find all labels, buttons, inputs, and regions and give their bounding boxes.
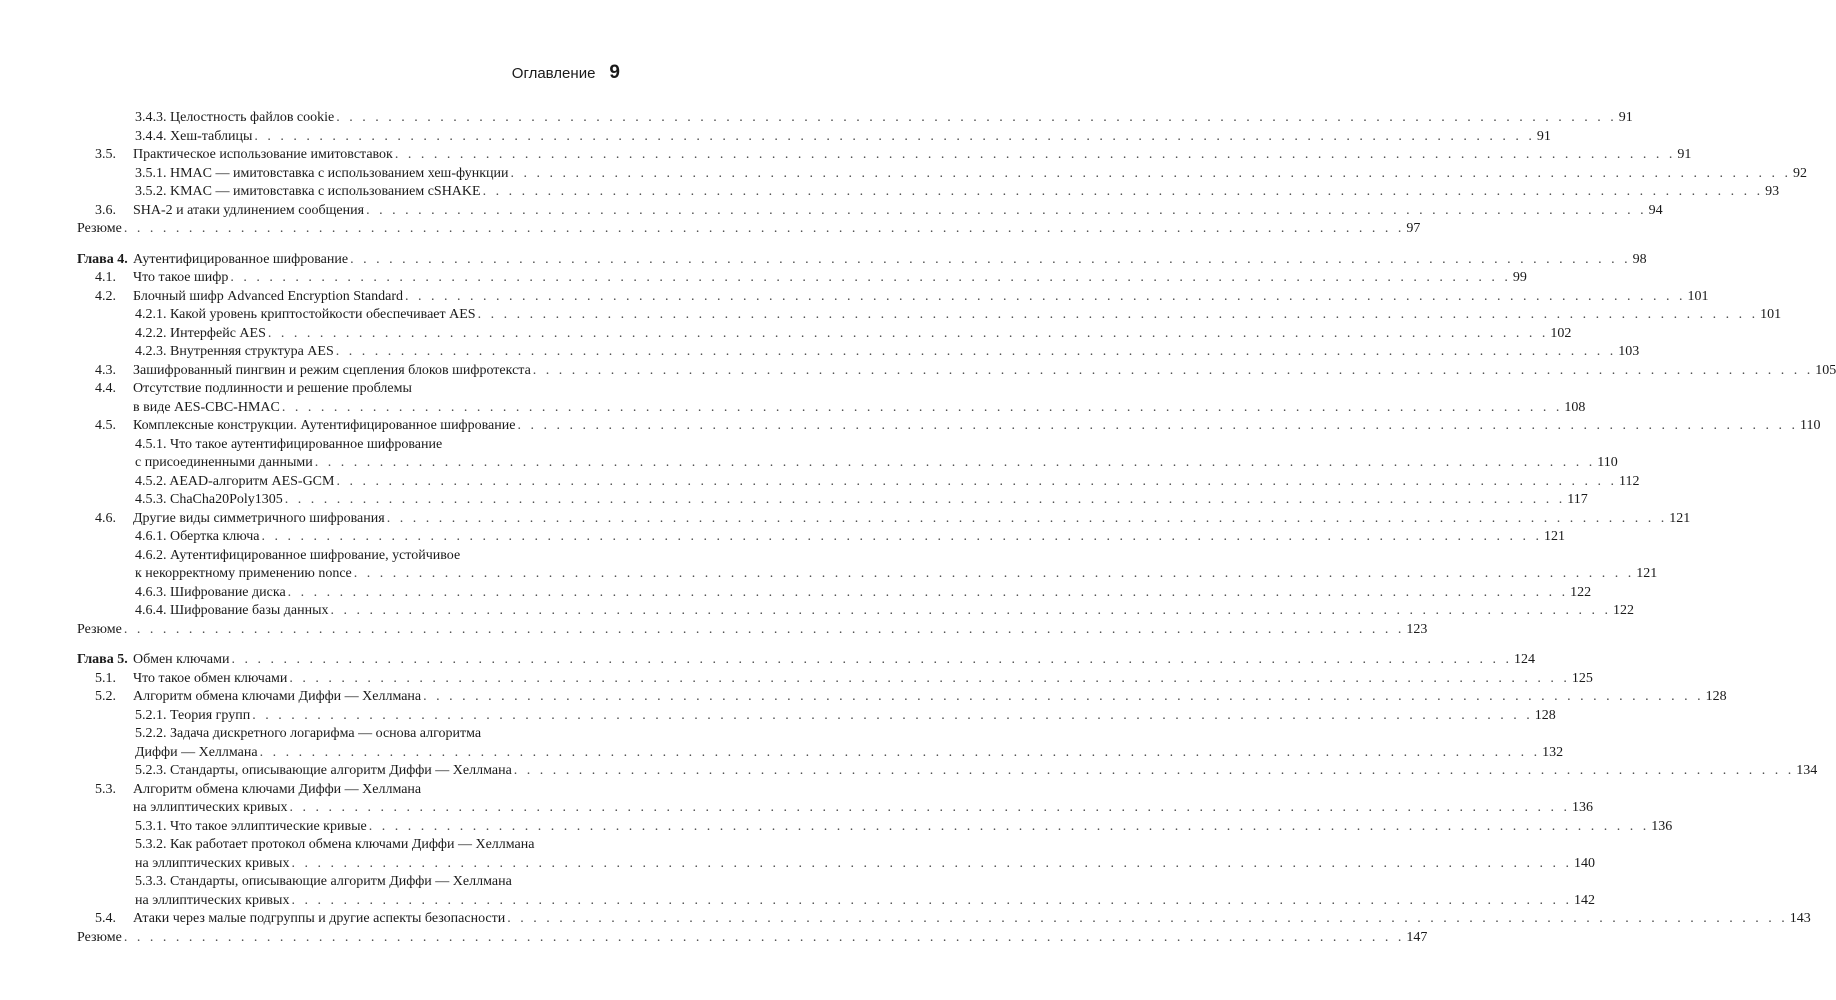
toc-entry-title: 4.5.1. Что такое аутентифицированное шифрование — [135, 436, 443, 452]
toc-entry[interactable] — [77, 325, 1572, 344]
toc-leader-dots: . . . . . . . . . . . . . . . . . . . . . . . . . . . . . . . . . . . . . . . . . . . . . . . . . . . . . . . . . . . . . . . . . . . . . . . . . . . . . . . . . . . . . . . . . . . . . . . . . . . — [261, 529, 1542, 544]
toc-entry-title: 4.6.3. Шифрование диска — [135, 584, 286, 600]
toc-entry[interactable] — [77, 707, 1556, 726]
toc-leader-dots: . . . . . . . . . . . . . . . . . . . . . . . . . . . . . . . . . . . . . . . . . . . . . . . . . . . . . . . . . . . . . . . . . . . . . . . . . . . . . . . . . . . . . . . . . . . . . . . . . . . — [281, 399, 1563, 415]
toc-entry-page: 105 — [1815, 362, 1836, 378]
toc-entry-title: Практическое использование имитовставок — [133, 147, 393, 162]
toc-entry[interactable] — [77, 436, 630, 455]
toc-entry-title: 4.2.3. Внутренняя структура AES — [135, 344, 334, 359]
toc-leader-dots: . . . . . . . . . . . . . . . . . . . . . . . . . . . . . . . . . . . . . . . . . . . . . . . . . . . . . . . . . . . . . . . . . . . . . . . . . . . . . . . . . . . . . . . . . . . . . . . . . . . — [284, 492, 1566, 507]
toc-leader-dots: . . . . . . . . . . . . . . . . . . . . . . . . . . . . . . . . . . . . . . . . . . . . . . . . . . . . . . . . . . . . . . . . . . . . . . . . . . . . . . . . . . . . . . . . . . . . . . . . . . . — [254, 128, 1535, 144]
toc-entry[interactable] — [77, 202, 1663, 221]
toc-entry-title: Комплексные конструкции. Аутентифицированное шифрование — [133, 418, 516, 433]
toc-chapter-entry[interactable] — [77, 251, 1647, 270]
toc-entry-title: 5.3.1. Что такое эллиптические кривые — [135, 818, 367, 834]
toc-entry-title: Зашифрованный пингвин и режим сцепления блоков шифротекста — [133, 362, 531, 378]
toc-entry[interactable] — [77, 183, 1780, 202]
toc-entry-page: 98 — [1632, 251, 1647, 267]
toc-entry[interactable] — [77, 510, 1691, 529]
toc-entry-number: Глава 5. — [77, 652, 128, 667]
toc-entry[interactable] — [77, 836, 630, 855]
toc-entry[interactable] — [77, 565, 1658, 584]
toc-leader-dots: . . . . . . . . . . . . . . . . . . . . . . . . . . . . . . . . . . . . . . . . . . . . . . . . . . . . . . . . . . . . . . . . . . . . . . . . . . . . . . . . . . . . . . . . . . . . . . . . . . . — [477, 307, 1759, 322]
toc-entry-title: Что такое шифр — [133, 270, 229, 285]
toc-entry[interactable] — [77, 855, 1595, 874]
toc-entry-title: Что такое обмен ключами — [133, 670, 288, 686]
toc-leader-dots: . . . . . . . . . . . . . . . . . . . . . . . . . . . . . . . . . . . . . . . . . . . . . . . . . . . . . . . . . . . . . . . . . . . . . . . . . . . . . . . . . . . . . . . . . . . . . . . . . . . — [252, 707, 1533, 723]
toc-entry-title: к некорректному применению nonce — [135, 566, 352, 581]
page-header — [512, 62, 620, 84]
toc-entry-page: 134 — [1796, 763, 1818, 778]
toc-entry[interactable] — [77, 762, 1818, 781]
toc-entry-number: 4.3. — [95, 362, 116, 378]
toc-entry[interactable] — [77, 399, 1586, 418]
toc-chapter-entry[interactable] — [77, 651, 1535, 670]
toc-entry-page: 123 — [1406, 621, 1428, 637]
toc-leader-dots: . . . . . . . . . . . . . . . . . . . . . . . . . . . . . . . . . . . . . . . . . . . . . . . . . . . . . . . . . . . . . . . . . . . . . . . . . . . . . . . . . . . . . . . . . . . . . . . . . . . — [353, 566, 1635, 581]
toc-entry-number: 5.4. — [95, 911, 116, 926]
toc-entry-number: 5.1. — [95, 670, 116, 686]
toc-entry-number: Глава 4. — [77, 251, 128, 267]
toc-entry[interactable] — [77, 380, 630, 399]
toc-leader-dots: . . . . . . . . . . . . . . . . . . . . . . . . . . . . . . . . . . . . . . . . . . . . . . . . . . . . . . . . . . . . . . . . . . . . . . . . . . . . . . . . . . . . . . . . . . . . . . . . . . . — [386, 510, 1668, 526]
toc-entry[interactable] — [77, 602, 1635, 621]
toc-entry-title: 5.2.2. Задача дискретного логарифма — основа алгоритма — [135, 726, 482, 741]
toc-entry-title: 5.2.3. Стандарты, описывающие алгоритм Диффи — Хеллмана — [135, 763, 512, 778]
toc-leader-dots: . . . . . . . . . . . . . . . . . . . . . . . . . . . . . . . . . . . . . . . . . . . . . . . . . . . . . . . . . . . . . . . . . . . . . . . . . . . . . . . . . . . . . . . . . . . . . . . . . . . — [510, 165, 1791, 181]
toc-entry-page: 110 — [1597, 455, 1618, 470]
toc-entry-page: 140 — [1573, 855, 1595, 871]
running-title: Оглавление — [511, 65, 596, 82]
toc-entry-page: 92 — [1793, 165, 1807, 181]
toc-entry-title: Резюме — [77, 929, 122, 945]
toc-entry[interactable] — [77, 362, 1836, 381]
toc-entry-page: 128 — [1534, 707, 1556, 723]
toc-leader-dots: . . . . . . . . . . . . . . . . . . . . . . . . . . . . . . . . . . . . . . . . . . . . . . . . . . . . . . . . . . . . . . . . . . . . . . . . . . . . . . . . . . . . . . . . . . . . . . . . . . . — [123, 929, 1405, 945]
toc-leader-dots: . . . . . . . . . . . . . . . . . . . . . . . . . . . . . . . . . . . . . . . . . . . . . . . . . . . . . . . . . . . . . . . . . . . . . . . . . . . . . . . . . . . . . . . . . . . . . . . . . . . — [394, 147, 1676, 162]
toc-entry[interactable] — [77, 547, 630, 566]
toc-entry-page: 128 — [1705, 689, 1727, 704]
toc-entry[interactable] — [77, 910, 1811, 929]
toc-entry-title: Диффи — Хеллмана — [135, 744, 258, 760]
toc-entry-page: 112 — [1618, 473, 1640, 489]
toc-entry-page: 108 — [1564, 399, 1586, 415]
toc-entry-number: 5.2. — [95, 689, 116, 704]
toc-leader-dots: . . . . . . . . . . . . . . . . . . . . . . . . . . . . . . . . . . . . . . . . . . . . . . . . . . . . . . . . . . . . . . . . . . . . . . . . . . . . . . . . . . . . . . . . . . . . . . . . . . . — [267, 325, 1549, 341]
toc-entry[interactable] — [77, 688, 1727, 707]
toc-entry[interactable] — [77, 929, 1428, 948]
toc-entry-page: 121 — [1636, 566, 1658, 581]
toc-entry-title: 5.2.1. Теория групп — [135, 707, 251, 723]
toc-entry-page: 102 — [1550, 325, 1572, 341]
toc-entry[interactable] — [77, 744, 1564, 763]
toc-entry-title: с присоединенными данными — [135, 455, 313, 470]
toc-entry-page: 103 — [1618, 344, 1640, 359]
toc-leader-dots: . . . . . . . . . . . . . . . . . . . . . . . . . . . . . . . . . . . . . . . . . . . . . . . . . . . . . . . . . . . . . . . . . . . . . . . . . . . . . . . . . . . . . . . . . . . . . . . . . . . — [336, 110, 1617, 125]
toc-leader-dots: . . . . . . . . . . . . . . . . . . . . . . . . . . . . . . . . . . . . . . . . . . . . . . . . . . . . . . . . . . . . . . . . . . . . . . . . . . . . . . . . . . . . . . . . . . . . . . . . . . . — [423, 689, 1704, 704]
toc-entry-page: 142 — [1573, 892, 1595, 908]
toc-entry-title: на эллиптических кривых — [133, 800, 288, 815]
toc-entry-title: Атаки через малые подгруппы и другие аспекты безопасности — [133, 911, 506, 926]
toc-entry-page: 132 — [1542, 744, 1564, 760]
toc-entry-title: 4.5.3. ChaCha20Poly1305 — [135, 492, 283, 507]
toc-entry-title: 3.4.3. Целостность файлов cookie — [135, 110, 335, 125]
toc-entry-title: Алгоритм обмена ключами Диффи — Хеллмана — [133, 781, 422, 797]
toc-entry-number: 5.3. — [95, 781, 116, 797]
toc-entry[interactable] — [77, 670, 1593, 689]
toc-entry-page: 122 — [1613, 603, 1635, 618]
toc-leader-dots: . . . . . . . . . . . . . . . . . . . . . . . . . . . . . . . . . . . . . . . . . . . . . . . . . . . . . . . . . . . . . . . . . . . . . . . . . . . . . . . . . . . . . . . . . . . . . . . . . . . — [335, 344, 1617, 359]
toc-leader-dots: . . . . . . . . . . . . . . . . . . . . . . . . . . . . . . . . . . . . . . . . . . . . . . . . . . . . . . . . . . . . . . . . . . . . . . . . . . . . . . . . . . . . . . . . . . . . . . . . . . . — [259, 744, 1541, 760]
toc-entry[interactable] — [77, 109, 1633, 128]
toc-entry-page: 117 — [1567, 492, 1588, 507]
toc-entry-page: 91 — [1618, 110, 1633, 125]
toc-entry[interactable] — [77, 128, 1551, 147]
toc-entry[interactable] — [77, 146, 1692, 165]
toc-entry-page: 99 — [1512, 270, 1527, 285]
toc-entry-page: 93 — [1765, 184, 1780, 199]
toc-entry-page: 101 — [1760, 307, 1782, 322]
toc-leader-dots: . . . . . . . . . . . . . . . . . . . . . . . . . . . . . . . . . . . . . . . . . . . . . . . . . . . . . . . . . . . . . . . . . . . . . . . . . . . . . . . . . . . . . . . . . . . . . . . . . . . — [507, 911, 1788, 926]
toc-entry[interactable] — [77, 584, 1592, 603]
toc-entry-page: 143 — [1789, 911, 1811, 926]
toc-leader-dots: . . . . . . . . . . . . . . . . . . . . . . . . . . . . . . . . . . . . . . . . . . . . . . . . . . . . . . . . . . . . . . . . . . . . . . . . . . . . . . . . . . . . . . . . . . . . . . . . . . . — [123, 621, 1405, 637]
toc-entry-page: 91 — [1536, 128, 1551, 144]
toc-entry[interactable] — [77, 306, 1782, 325]
toc-entry-page: 147 — [1406, 929, 1428, 945]
toc-entry-title: 5.3.3. Стандарты, описывающие алгоритм Диффи — Хеллмана — [135, 874, 512, 889]
toc-entry-page: 94 — [1648, 202, 1663, 218]
toc-entry[interactable] — [77, 417, 1821, 436]
toc-leader-dots: . . . . . . . . . . . . . . . . . . . . . . . . . . . . . . . . . . . . . . . . . . . . . . . . . . . . . . . . . . . . . . . . . . . . . . . . . . . . . . . . . . . . . . . . . . . . . . . . . . . — [291, 892, 1572, 908]
toc-entry-page: 124 — [1513, 652, 1535, 667]
toc-entry-number: 3.5. — [95, 147, 116, 162]
toc-entry[interactable] — [77, 288, 1709, 307]
page-number: 9 — [609, 62, 620, 83]
toc-entry[interactable] — [77, 873, 630, 892]
toc-entry-title: 4.2.2. Интерфейс AES — [135, 325, 266, 341]
toc-entry-title: 3.4.4. Хеш-таблицы — [135, 128, 253, 144]
toc-leader-dots: . . . . . . . . . . . . . . . . . . . . . . . . . . . . . . . . . . . . . . . . . . . . . . . . . . . . . . . . . . . . . . . . . . . . . . . . . . . . . . . . . . . . . . . . . . . . . . . . . . . — [350, 251, 1631, 267]
toc-entry-title: 4.2.1. Какой уровень криптостойкости обеспечивает AES — [135, 307, 476, 322]
toc-entry-page: 121 — [1669, 510, 1691, 526]
toc-leader-dots: . . . . . . . . . . . . . . . . . . . . . . . . . . . . . . . . . . . . . . . . . . . . . . . . . . . . . . . . . . . . . . . . . . . . . . . . . . . . . . . . . . . . . . . . . . . . . . . . . . . — [336, 473, 1617, 489]
toc-entry[interactable] — [77, 269, 1527, 288]
toc-entry-title: на эллиптических кривых — [135, 855, 290, 871]
toc-entry-title: Другие виды симметричного шифрования — [133, 510, 385, 526]
toc-entry-page: 121 — [1543, 529, 1565, 544]
toc-entry-title: Аутентифицированное шифрование — [133, 251, 349, 267]
toc-leader-dots: . . . . . . . . . . . . . . . . . . . . . . . . . . . . . . . . . . . . . . . . . . . . . . . . . . . . . . . . . . . . . . . . . . . . . . . . . . . . . . . . . . . . . . . . . . . . . . . . . . . — [287, 584, 1569, 600]
toc-entry-number: 3.6. — [95, 202, 116, 218]
toc-leader-dots: . . . . . . . . . . . . . . . . . . . . . . . . . . . . . . . . . . . . . . . . . . . . . . . . . . . . . . . . . . . . . . . . . . . . . . . . . . . . . . . . . . . . . . . . . . . . . . . . . . . — [404, 288, 1686, 304]
toc-entry-page: 101 — [1687, 288, 1709, 304]
toc-entry[interactable] — [77, 528, 1565, 547]
toc-entry-title: 3.5.2. KMAC — имитовставка с использованием cSHAKE — [135, 184, 481, 199]
toc-entry-title: в виде AES-CBC-HMAC — [133, 399, 280, 415]
toc-leader-dots: . . . . . . . . . . . . . . . . . . . . . . . . . . . . . . . . . . . . . . . . . . . . . . . . . . . . . . . . . . . . . . . . . . . . . . . . . . . . . . . . . . . . . . . . . . . . . . . . . . . — [231, 652, 1512, 667]
toc-entry-page: 125 — [1571, 670, 1593, 686]
toc-entry[interactable] — [77, 343, 1640, 362]
toc-entry-number: 4.6. — [95, 510, 116, 526]
toc-leader-dots: . . . . . . . . . . . . . . . . . . . . . . . . . . . . . . . . . . . . . . . . . . . . . . . . . . . . . . . . . . . . . . . . . . . . . . . . . . . . . . . . . . . . . . . . . . . . . . . . . . . — [230, 270, 1511, 285]
toc-entry-title: 5.3.2. Как работает протокол обмена ключами Диффи — Хеллмана — [135, 837, 535, 852]
table-of-contents — [77, 109, 1836, 947]
toc-entry-title: на эллиптических кривых — [135, 892, 290, 908]
toc-leader-dots: . . . . . . . . . . . . . . . . . . . . . . . . . . . . . . . . . . . . . . . . . . . . . . . . . . . . . . . . . . . . . . . . . . . . . . . . . . . . . . . . . . . . . . . . . . . . . . . . . . . — [330, 603, 1612, 618]
toc-leader-dots: . . . . . . . . . . . . . . . . . . . . . . . . . . . . . . . . . . . . . . . . . . . . . . . . . . . . . . . . . . . . . . . . . . . . . . . . . . . . . . . . . . . . . . . . . . . . . . . . . . . — [482, 184, 1764, 199]
toc-entry-title: 4.6.2. Аутентифицированное шифрование, устойчивое — [135, 547, 461, 563]
toc-entry[interactable] — [77, 220, 1421, 239]
toc-entry[interactable] — [77, 799, 1593, 818]
toc-entry[interactable] — [77, 725, 630, 744]
toc-entry-page: 97 — [1406, 221, 1421, 236]
toc-leader-dots: . . . . . . . . . . . . . . . . . . . . . . . . . . . . . . . . . . . . . . . . . . . . . . . . . . . . . . . . . . . . . . . . . . . . . . . . . . . . . . . . . . . . . . . . . . . . . . . . . . . — [289, 800, 1570, 815]
toc-entry-number: 4.2. — [95, 288, 116, 304]
toc-entry-number: 4.4. — [95, 381, 116, 396]
toc-entry-page: 91 — [1677, 147, 1692, 162]
toc-entry-title: Отсутствие подлинности и решение проблемы — [133, 381, 412, 396]
toc-entry[interactable] — [77, 473, 1640, 492]
toc-entry-title: Обмен ключами — [133, 652, 230, 667]
toc-entry[interactable] — [77, 165, 1807, 184]
toc-leader-dots: . . . . . . . . . . . . . . . . . . . . . . . . . . . . . . . . . . . . . . . . . . . . . . . . . . . . . . . . . . . . . . . . . . . . . . . . . . . . . . . . . . . . . . . . . . . . . . . . . . . — [123, 221, 1405, 236]
toc-entry-title: 4.5.2. AEAD-алгоритм AES-GCM — [135, 473, 335, 489]
toc-leader-dots: . . . . . . . . . . . . . . . . . . . . . . . . . . . . . . . . . . . . . . . . . . . . . . . . . . . . . . . . . . . . . . . . . . . . . . . . . . . . . . . . . . . . . . . . . . . . . . . . . . . — [289, 670, 1570, 686]
toc-leader-dots: . . . . . . . . . . . . . . . . . . . . . . . . . . . . . . . . . . . . . . . . . . . . . . . . . . . . . . . . . . . . . . . . . . . . . . . . . . . . . . . . . . . . . . . . . . . . . . . . . . . — [513, 763, 1795, 778]
toc-leader-dots: . . . . . . . . . . . . . . . . . . . . . . . . . . . . . . . . . . . . . . . . . . . . . . . . . . . . . . . . . . . . . . . . . . . . . . . . . . . . . . . . . . . . . . . . . . . . . . . . . . . — [517, 418, 1798, 433]
toc-entry-title: 4.6.4. Шифрование базы данных — [135, 603, 329, 618]
toc-entry-title: Алгоритм обмена ключами Диффи — Хеллмана — [133, 689, 422, 704]
toc-entry-title: SHA-2 и атаки удлинением сообщения — [133, 202, 365, 218]
toc-leader-dots: . . . . . . . . . . . . . . . . . . . . . . . . . . . . . . . . . . . . . . . . . . . . . . . . . . . . . . . . . . . . . . . . . . . . . . . . . . . . . . . . . . . . . . . . . . . . . . . . . . . — [314, 455, 1596, 470]
toc-leader-dots: . . . . . . . . . . . . . . . . . . . . . . . . . . . . . . . . . . . . . . . . . . . . . . . . . . . . . . . . . . . . . . . . . . . . . . . . . . . . . . . . . . . . . . . . . . . . . . . . . . . — [532, 362, 1814, 378]
toc-entry-title: Резюме — [77, 621, 122, 637]
toc-entry-title: 4.6.1. Обертка ключа — [135, 529, 260, 544]
toc-leader-dots: . . . . . . . . . . . . . . . . . . . . . . . . . . . . . . . . . . . . . . . . . . . . . . . . . . . . . . . . . . . . . . . . . . . . . . . . . . . . . . . . . . . . . . . . . . . . . . . . . . . — [291, 855, 1572, 871]
toc-entry-number: 4.5. — [95, 418, 116, 433]
toc-entry[interactable] — [77, 781, 630, 800]
toc-entry-page: 136 — [1571, 800, 1593, 815]
toc-entry[interactable] — [77, 491, 1588, 510]
toc-entry[interactable] — [77, 454, 1618, 473]
toc-entry-page: 110 — [1799, 418, 1821, 433]
toc-entry[interactable] — [77, 621, 1428, 640]
toc-entry[interactable] — [77, 818, 1673, 837]
toc-leader-dots: . . . . . . . . . . . . . . . . . . . . . . . . . . . . . . . . . . . . . . . . . . . . . . . . . . . . . . . . . . . . . . . . . . . . . . . . . . . . . . . . . . . . . . . . . . . . . . . . . . . — [368, 818, 1650, 834]
toc-entry[interactable] — [77, 892, 1595, 911]
toc-entry-title: Резюме — [77, 221, 122, 236]
toc-entry-page: 136 — [1651, 818, 1673, 834]
toc-entry-page: 122 — [1570, 584, 1592, 600]
toc-entry-number: 4.1. — [95, 270, 116, 285]
toc-entry-title: Блочный шифр Advanced Encryption Standard — [133, 288, 403, 304]
toc-entry-title: 3.5.1. HMAC — имитовставка с использованием хеш-функции — [135, 165, 509, 181]
toc-leader-dots: . . . . . . . . . . . . . . . . . . . . . . . . . . . . . . . . . . . . . . . . . . . . . . . . . . . . . . . . . . . . . . . . . . . . . . . . . . . . . . . . . . . . . . . . . . . . . . . . . . . — [366, 202, 1647, 218]
